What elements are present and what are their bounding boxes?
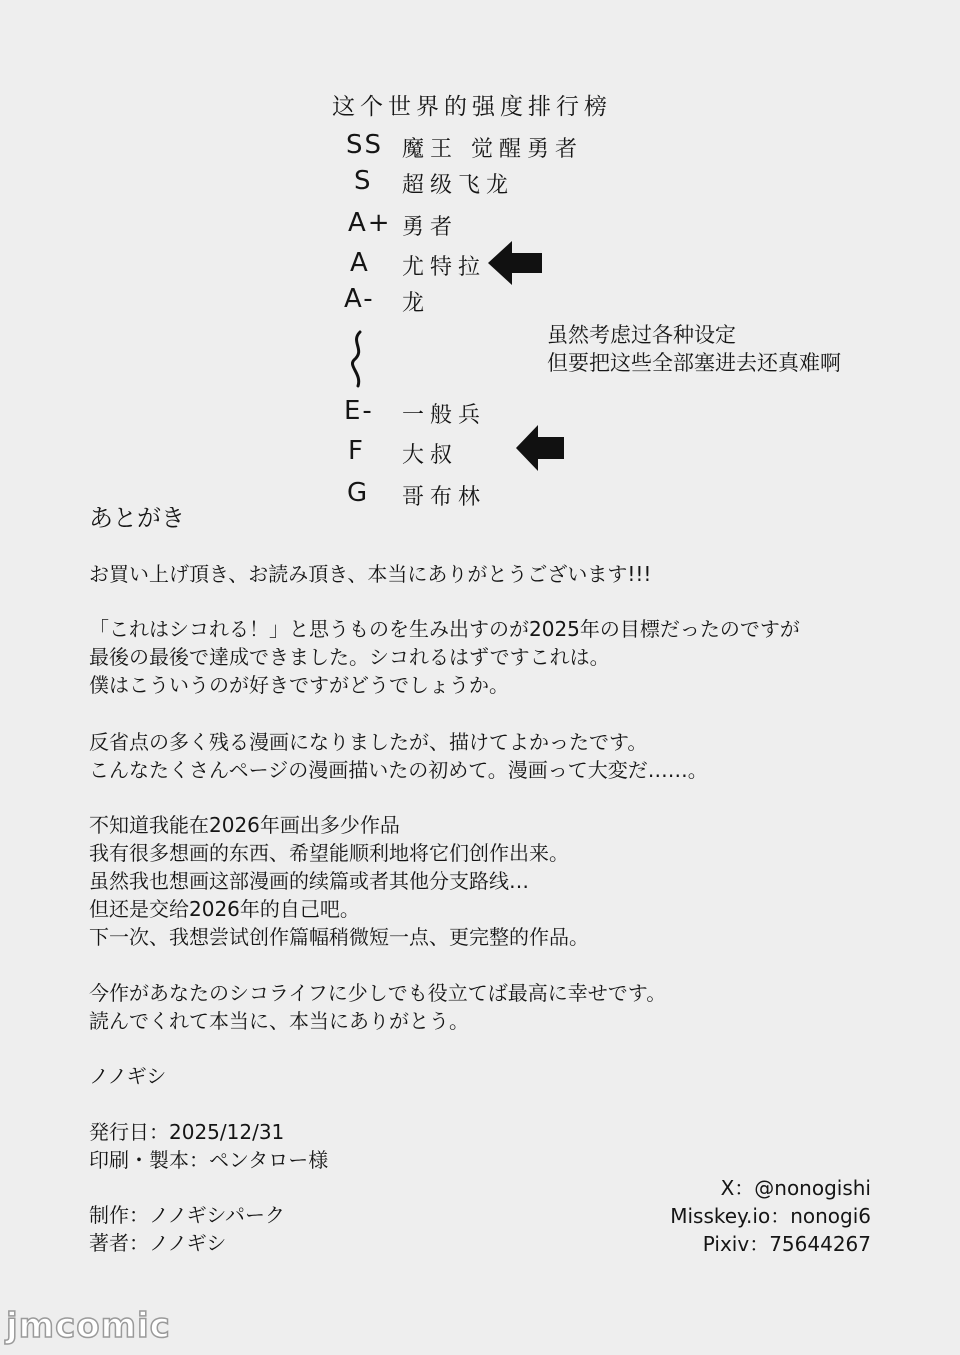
rank-name: 哥布林 [402,485,487,510]
afterword-line: 「これはシコれる！」と思うものを生み出すのが2025年の目標だったのですが [89,617,800,641]
rank-name: 一般兵 [402,403,487,428]
afterword-line: 不知道我能在2026年画出多少作品 [89,813,400,837]
rank-label: F [348,436,365,466]
afterword-line: 反省点の多く残る漫画になりましたが、描けてよかったです。 [89,730,648,754]
afterword-line: お買い上げ頂き、お読み頂き、本当にありがとうございます!!! [89,562,652,586]
production-credit: 制作：ノノギシパーク [89,1203,285,1227]
rank-name: 勇者 [402,215,459,240]
social-x: X：@nonogishi [720,1176,871,1200]
watermark-logo: jmcomic [6,1306,171,1346]
issue-date: 発行日：2025/12/31 [89,1120,285,1144]
afterword-line: 僕はこういうのが好きですがどうでしょうか。 [89,673,509,697]
left-arrow-icon [514,422,566,474]
rank-name: 龙 [402,291,431,316]
ranking-title: 这个世界的强度排行榜 [332,94,612,120]
rank-label: S [354,166,373,196]
afterword-line: こんなたくさんページの漫画描いたの初めて。漫画って大変だ……。 [89,758,708,782]
author-credit: 著者：ノノギシ [89,1231,227,1255]
wavy-ellipsis-icon [346,330,370,392]
rank-name: 超级飞龙 [402,173,515,198]
rank-label: SS [346,130,384,160]
afterword-line: 読んでくれて本当に、本当にありがとう。 [89,1009,469,1033]
afterword-signature: ノノギシ [89,1064,167,1088]
ranking-note-line: 虽然考虑过各种设定 [547,323,736,347]
rank-name: 魔王 觉醒勇者 [402,137,583,162]
rank-label: A- [344,284,375,314]
rank-label: A [350,248,370,278]
rank-label: E- [344,396,374,426]
afterword-line: 虽然我也想画这部漫画的续篇或者其他分支路线… [89,869,529,893]
afterword-heading: あとがき [89,504,185,532]
left-arrow-icon [486,238,544,288]
afterword-line: 下一次、我想尝试创作篇幅稍微短一点、更完整的作品。 [89,925,589,949]
afterword-line: 今作があなたのシコライフに少しでも役立てば最高に幸せです。 [89,981,667,1005]
printing-credit: 印刷・製本：ペンタロー様 [89,1148,329,1172]
afterword-line: 最後の最後で達成できました。シコれるはずですこれは。 [89,645,610,669]
ranking-note-line: 但要把这些全部塞进去还真难啊 [547,351,841,375]
social-misskey: Misskey.io：nonogi6 [670,1204,871,1228]
rank-name: 大叔 [402,443,459,468]
rank-label: A+ [348,208,392,238]
social-pixiv: Pixiv：75644267 [702,1232,871,1256]
afterword-line: 我有很多想画的东西、希望能顺利地将它们创作出来。 [89,841,569,865]
afterword-line: 但还是交给2026年的自己吧。 [89,897,360,921]
rank-name: 尤特拉 [402,255,487,280]
rank-label: G [347,478,370,508]
